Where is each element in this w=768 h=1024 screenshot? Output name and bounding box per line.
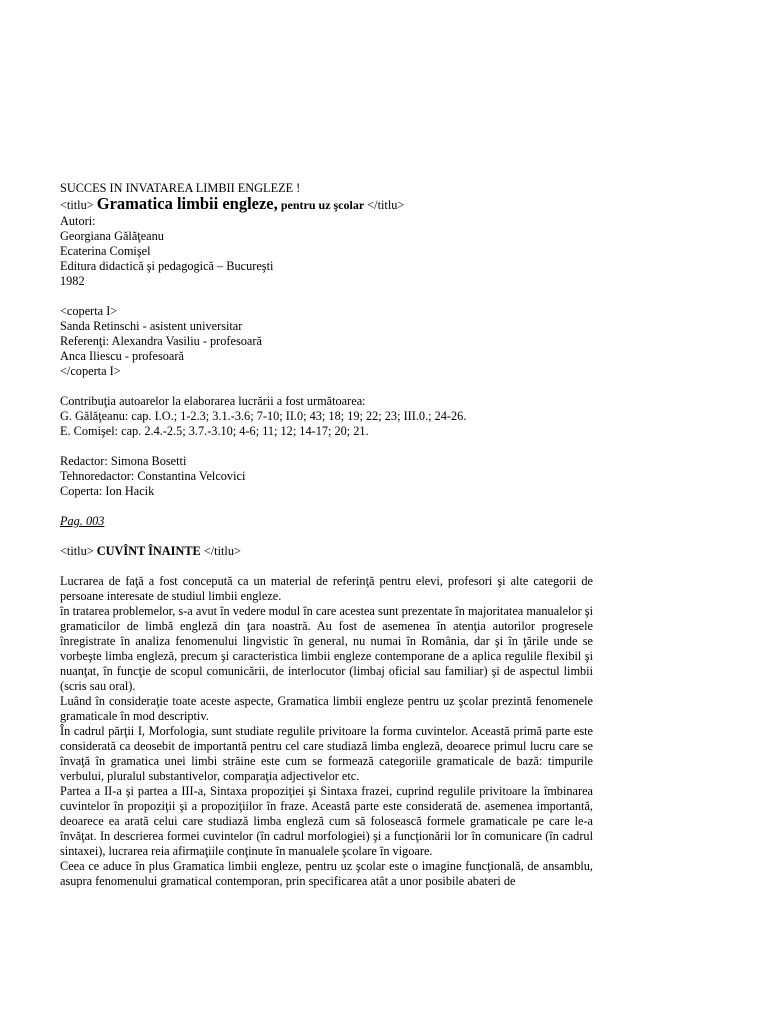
body-paragraph: Ceea ce aduce în plus Gramatica limbii engleze, pentru uz şcolar este o imagine funcţională, de ansamblu, asupra fenomenului gramatical contemporan, prin specificarea atât a unor posibile abateri de [60, 859, 593, 888]
title-close-tag: </titlu> [367, 198, 405, 212]
body-paragraph: În cadrul părţii I, Morfologia, sunt studiate regulile privitoare la forma cuvintelor. Această primă parte este considerată ca deosebit de importantă pentru cel care studiază limba engleză, deoarece primul lucru care se învaţă în gramatica unei limbi străine este cum se formează categoriile gramaticale de bază: timpurile verbului, pluralul substantivelor, comparaţia adjectivelor etc. [60, 724, 593, 783]
coperta-close-tag: </coperta I> [60, 364, 121, 378]
section-close-tag: </titlu> [203, 544, 241, 558]
credit-line: Coperta: Ion Hacik [60, 484, 155, 498]
author-name: Ecaterina Comişel [60, 244, 151, 258]
page-marker-link[interactable]: Pag. 003 [60, 514, 105, 528]
author-name: Georgiana Gălăţeanu [60, 229, 164, 243]
title-open-tag: <titlu> [60, 198, 94, 212]
section-heading: CUVÎNT ÎNAINTE [96, 544, 201, 558]
contributions-intro: Contribuţia autoarelor la elaborarea lucrării a fost următoarea: [60, 394, 366, 408]
section-heading-line [60, 544, 593, 559]
coperta-line: Anca Iliescu - profesoară [60, 349, 184, 363]
contribution-line: G. Gălăţeanu: cap. I.O.; 1-2.3; 3.1.-3.6; 7-10; II.0; 43; 18; 19; 22; 23; III.0.; 24-26. [60, 409, 467, 423]
coperta-line: Referenţi: Alexandra Vasiliu - profesoară [60, 334, 262, 348]
banner-line: SUCCES IN INVATAREA LIMBII ENGLEZE ! [60, 181, 301, 195]
title-main: Gramatica limbii engleze, [96, 194, 278, 213]
section-open-tag: <titlu> [60, 544, 94, 558]
body-paragraph: Lucrarea de faţă a fost concepută ca un material de referinţă pentru elevi, profesori şi alte categorii de persoane interesate de studiul limbii engleze. [60, 574, 593, 603]
credit-line: Tehnoredactor: Constantina Velcovici [60, 469, 246, 483]
title-line [60, 196, 593, 214]
credit-line: Redactor: Simona Bosetti [60, 454, 187, 468]
body-paragraph: în tratarea problemelor, s-a avut în vedere modul în care acestea sunt prezentate în majoritatea manualelor şi gramaticilor de limbă engleză din ţara noastră. Au fost de asemenea în atenţia autorilor progresele înregistrate în analiza fenomenului lingvistic în general, nu numai în România, dar şi în ţările unde se vorbeşte limba engleză, precum şi caracteristica limbii engleze contemporane de a aplica regulile flexibil şi nuanţat, în funcţie de scopul comunicării, de interlocutor (limbaj oficial sau familiar) şi de aspectul limbii (scris sau oral). [60, 604, 593, 693]
title-sub: pentru uz şcolar [280, 198, 365, 212]
publisher-line: Editura didactică şi pedagogică – Bucureşti [60, 259, 274, 273]
document-content [60, 181, 593, 889]
year-line: 1982 [60, 274, 85, 288]
coperta-open-tag: <coperta I> [60, 304, 118, 318]
page-marker-line [60, 514, 593, 529]
body-paragraph: Luând în consideraţie toate aceste aspecte, Gramatica limbii engleze pentru uz şcolar prezintă fenomenele gramaticale în mod descriptiv. [60, 694, 593, 723]
body-paragraph: Partea a II-a şi partea a III-a, Sintaxa propoziţiei şi Sintaxa frazei, cuprind regulile privitoare la îmbinarea cuvintelor în propoziţii şi a propoziţiilor în fraze. Această parte este considerată de. asemenea importantă, deoarece ea arată celui care studiază limba engleză cum să folosească formele gramaticale pe care le-a învăţat. In descrierea formei cuvintelor (în cadrul morfologiei) şi a funcţionării lor în comunicare (în cadrul sintaxei), lucrarea reia afirmaţiile conţinute în manualele şcolare în vigoare. [60, 784, 593, 858]
coperta-line: Sanda Retinschi - asistent universitar [60, 319, 243, 333]
authors-label: Autori: [60, 214, 96, 228]
contribution-line: E. Comişel: cap. 2.4.-2.5; 3.7.-3.10; 4-6; 11; 12; 14-17; 20; 21. [60, 424, 369, 438]
